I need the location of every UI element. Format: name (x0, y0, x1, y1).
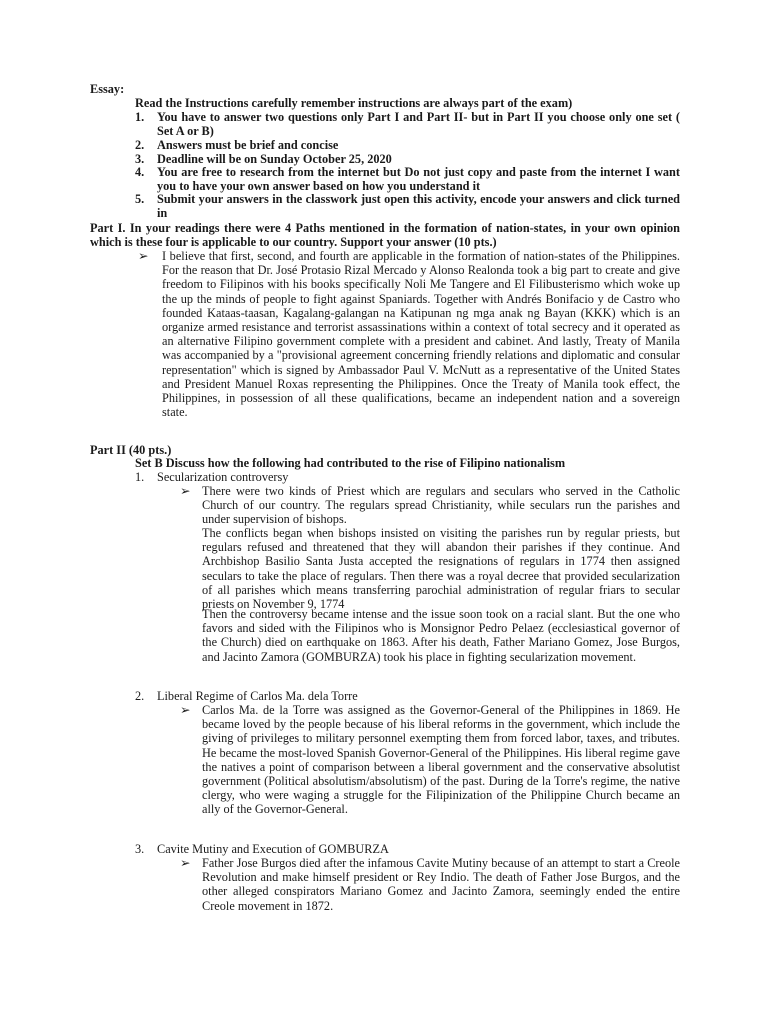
part2-heading: Part II (40 pts.) (90, 443, 172, 457)
instruction-text: You have to answer two questions only Part I and Part II- but in Part II you choose only one set ( Set A or B) (157, 110, 680, 139)
part1-question: Part I. In your readings there were 4 Paths mentioned in the formation of nation-states, in your own opinion which is these four is applicable to our country. Support your answer (10 pts.) (90, 221, 680, 250)
topic-paragraph: Then the controversy became intense and the issue soon took on a racial slant. But the one who favors and sided with the Filipinos who is Monsignor Pedro Pelaez (ecclesiastical governor of the Church) died on earthquake on 1863. After his death, Father Mariano Gomez, Jose Burgos, and Jacinto Zamora (GOMBURZA) took his place in fighting secularization movement. (202, 607, 680, 664)
arrow-bullet-icon: ➢ (180, 856, 191, 870)
topic-number: 3. (135, 842, 145, 856)
instruction-number: 1. (135, 110, 145, 124)
instruction-item (135, 192, 680, 220)
topic-paragraph: Father Jose Burgos died after the infamous Cavite Mutiny because of an attempt to start a Creole Revolution and make himself president or Rey Indio. The death of Father Jose Burgos, and the other alleged conspirators Mariano Gomez and Jacinto Zamora, seemingly ended the entire Creole movement in 1872. (202, 856, 680, 913)
topic-paragraph: The conflicts began when bishops insisted on visiting the parishes run by regular priests, but regulars refused and threatened that they will abandon their parishes if they continue. And Archbishop Basilio Santa Justa accepted the resignations of regulars in 1774 then assigned seculars to take the place of regulars. Then there was a royal decree that provided secularization of all parishes which means transferring parochial administration of regular friars to secular priests on November 9, 1774 (202, 526, 680, 612)
instruction-number: 5. (135, 192, 145, 206)
topic-number: 2. (135, 689, 145, 703)
instruction-number: 4. (135, 165, 145, 179)
part1-answer: I believe that first, second, and fourth are applicable in the formation of nation-states of the Philippines. For the reason that Dr. José Protasio Rizal Mercado y Alonso Realonda took a big part to create and give freedom to Filipinos with his books specifically Noli Me Tangere and El Filibusterismo which woke up the up the minds of people to fight against Spaniards. Together with Andrés Bonifacio y de Castro who founded Kataas-taasan, Kagalang-galangan na Katipunan ng mga anak ng Bayan (KKK) which is an organize armed resistance and terrorist assassinations within a context of total secrecy and it operated as an alternative Filipino government complete with a president and cabinet. And lastly, Treaty of Manila was accompanied by a "provisional agreement concerning friendly relations and diplomatic and consular representation" which is signed by Ambassador Paul V. McNutt as a representative of the United States and President Manuel Roxas representing the Philippines. Once the Treaty of Manila took effect, the Philippines, in possession of all these qualifications, became an independent nation and a sovereign state. (162, 249, 680, 420)
instruction-number: 2. (135, 138, 145, 152)
topic-title: Liberal Regime of Carlos Ma. dela Torre (157, 689, 358, 703)
arrow-bullet-icon: ➢ (138, 249, 149, 263)
topic-paragraph: There were two kinds of Priest which are regulars and seculars who served in the Catholic Church of our country. The regulars spread Christianity, while seculars run the parishes and under supervision of bishops. (202, 484, 680, 527)
instruction-text: Answers must be brief and concise (157, 138, 339, 152)
arrow-bullet-icon: ➢ (180, 703, 191, 717)
arrow-bullet-icon: ➢ (180, 484, 191, 498)
instruction-item (135, 165, 680, 193)
instruction-number: 3. (135, 152, 145, 166)
instruction-item (135, 110, 680, 138)
topic-number: 1. (135, 470, 145, 484)
instruction-text: Submit your answers in the classwork just open this activity, encode your answers and click turned in (157, 192, 680, 221)
instruction-text: Deadline will be on Sunday October 25, 2020 (157, 152, 392, 166)
instruction-item (135, 138, 680, 152)
essay-heading: Essay: (90, 82, 125, 96)
topic-title: Cavite Mutiny and Execution of GOMBURZA (157, 842, 389, 856)
part2-set-b-prompt: Set B Discuss how the following had contributed to the rise of Filipino nationalism (135, 456, 566, 470)
topic-title: Secularization controversy (157, 470, 289, 484)
instructions-intro: Read the Instructions carefully remember instructions are always part of the exam) (135, 96, 573, 110)
instruction-text: You are free to research from the internet but Do not just copy and paste from the internet I want you to have your own answer based on how you understand it (157, 165, 680, 194)
topic-paragraph: Carlos Ma. de la Torre was assigned as the Governor-General of the Philippines in 1869. He became loved by the people because of his liberal reforms in the government, which include the giving of privileges to military personnel exempting them from forced labor, taxes, and tributes. He became the most-loved Spanish Governor-General of the Philippines. His liberal regime gave the natives a point of comparison between a liberal government and the conservative absolutist government (Political absolutism/absolutism) of the past. During de la Torre's regime, the native clergy, who were waging a struggle for the Filipinization of the Philippine Church became an ally of the Governor-General. (202, 703, 680, 817)
